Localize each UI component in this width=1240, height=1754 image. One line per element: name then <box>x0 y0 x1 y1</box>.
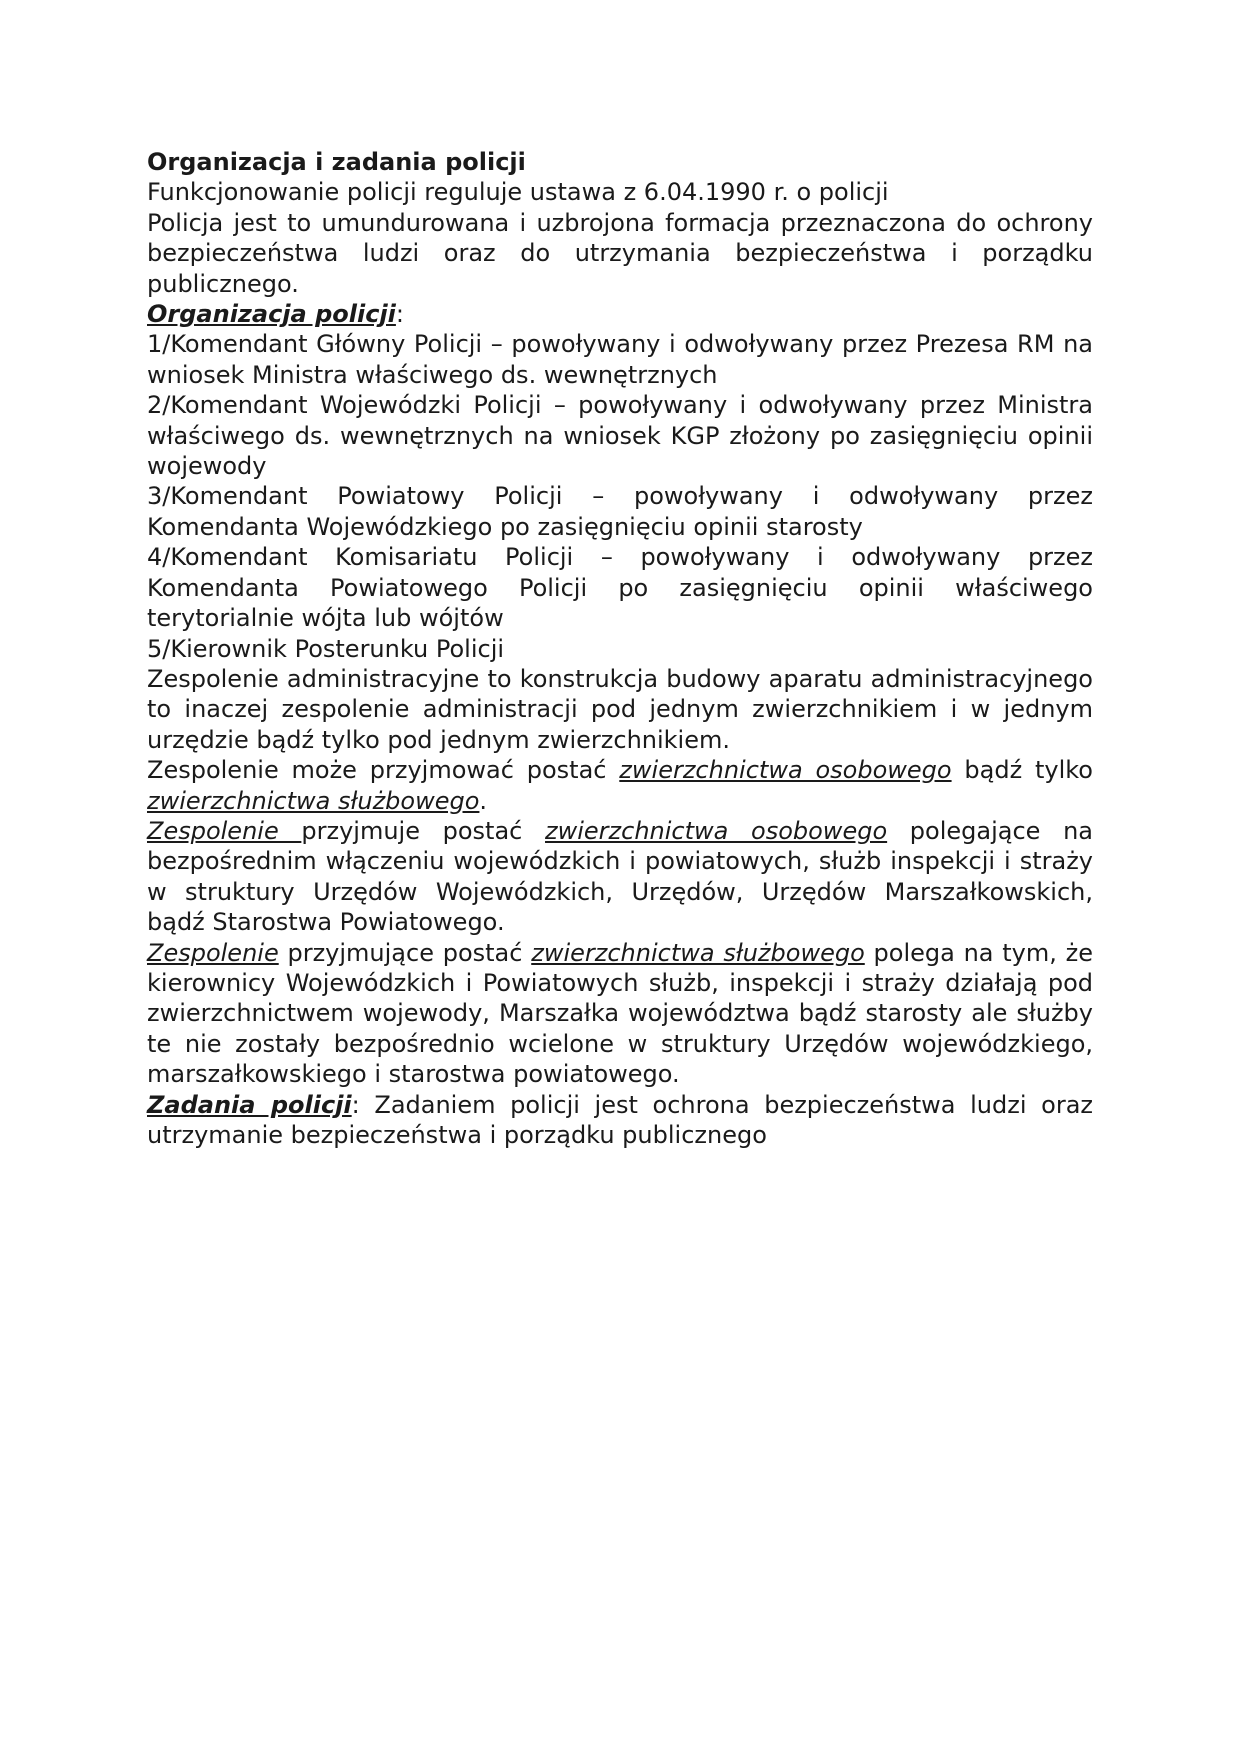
organization-heading-text: Organizacja policji <box>147 300 396 329</box>
sluzbowe-paragraph <box>147 938 1093 1090</box>
zespolenie-forms-paragraph <box>147 755 1093 816</box>
org-item-1: 1/Komendant Główny Policji – powoływany i odwoływany przez Prezesa RM na wniosek Ministra właściwego ds. wewnętrznych <box>147 330 1093 389</box>
document-title: Organizacja i zadania policji <box>147 148 526 176</box>
sluzbowe-text-2: polega na tym, że kierownicy Wojewódzkich i Powiatowych służb, inspekcji i straży działają pod zwierzchnictwem wojewody, Marszałka województwa bądź starosty ale służby te nie zostały bezpośrednio wcielone w struktury Urzędów wojewódzkiego, marszałkowskiego i starostwa powiatowego. <box>147 938 1093 1089</box>
org-item-2: 2/Komendant Wojewódzki Policji – powoływany i odwoływany przez Ministra właściwego ds. wewnętrznych na wniosek KGP złożony po zasięgnięciu opinii wojewody <box>147 391 1093 481</box>
osobowe-text-1: przyjmuje postać <box>301 816 546 845</box>
sluzbowe-term-zespolenie: Zespolenie <box>147 938 279 967</box>
tasks-paragraph <box>147 1090 1093 1151</box>
org-item-3: 3/Komendant Powiatowy Policji – powoływany i odwoływany przez Komendanta Wojewódzkiego po zasięgnięciu opinii starosty <box>147 482 1093 541</box>
osobowe-term: zwierzchnictwa osobowego <box>545 816 888 845</box>
tasks-heading: Zadania policji <box>147 1090 352 1119</box>
organization-heading-colon: : <box>395 300 404 329</box>
forms-text-1: Zespolenie może przyjmować postać <box>147 756 620 785</box>
forms-text-2: bądź tylko <box>951 756 1093 785</box>
forms-text-3: . <box>479 786 488 815</box>
org-item-5: 5/Kierownik Posterunku Policji <box>147 634 505 663</box>
definition-paragraph: Policja jest to umundurowana i uzbrojona formacja przeznaczona do ochrony bezpieczeństwa ludzi oraz do utrzymania bezpieczeństwa i porządku publicznego. <box>147 208 1093 298</box>
document-page <box>147 147 1093 1150</box>
intro-paragraph: Funkcjonowanie policji reguluje ustawa z 6.04.1990 r. o policji <box>147 178 889 207</box>
osobowe-text-2: polegające na bezpośrednim włączeniu wojewódzkich i powiatowych, służb inspekcji i straży w struktury Urzędów Wojewódzkich, Urzędów, Urzędów Marszałkowskich, bądź Starostwa Powiatowego. <box>147 816 1093 937</box>
zespolenie-definition: Zespolenie administracyjne to konstrukcja budowy aparatu administracyjnego to inaczej zespolenie administracji pod jednym zwierzchnikiem i w jednym urzędzie bądź tylko pod jednym zwierzchnikiem. <box>147 664 1093 754</box>
tasks-text: : Zadaniem policji jest ochrona bezpieczeństwa ludzi oraz utrzymanie bezpieczeństwa i porządku publicznego <box>147 1090 1093 1149</box>
org-item-4: 4/Komendant Komisariatu Policji – powoływany i odwoływany przez Komendanta Powiatowego Policji po zasięgnięciu opinii właściwego terytorialnie wójta lub wójtów <box>147 543 1093 633</box>
organization-heading <box>147 299 1093 329</box>
sluzbowe-text-1: przyjmujące postać <box>278 938 532 967</box>
osobowe-paragraph <box>147 816 1093 938</box>
sluzbowe-term: zwierzchnictwa służbowego <box>531 938 865 967</box>
osobowe-term-zespolenie: Zespolenie <box>147 816 302 845</box>
forms-term-sluzbowe: zwierzchnictwa służbowego <box>147 786 480 815</box>
forms-term-osobowe: zwierzchnictwa osobowego <box>619 756 952 785</box>
